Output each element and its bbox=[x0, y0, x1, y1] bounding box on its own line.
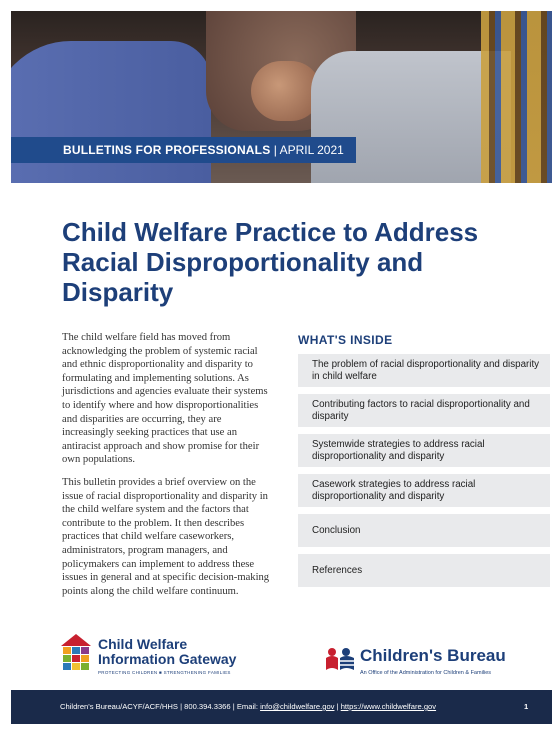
inside-item[interactable]: References bbox=[298, 554, 550, 587]
page-number: 1 bbox=[524, 702, 529, 711]
banner-sep: | bbox=[273, 143, 280, 157]
cwig-tagline: PROTECTING CHILDREN ■ STRENGTHENING FAMILIES bbox=[98, 670, 231, 675]
inside-item[interactable]: Systemwide strategies to address racial disproportionality and disparity bbox=[298, 434, 550, 467]
footer-email-link[interactable]: info@childwelfare.gov bbox=[260, 702, 335, 711]
footer-bar bbox=[11, 690, 552, 724]
bulletin-banner bbox=[11, 137, 356, 163]
footer-phone: 800.394.3366 bbox=[184, 702, 231, 711]
cb-name: Children's Bureau bbox=[360, 646, 506, 665]
cwig-name-line2: Information Gateway bbox=[98, 651, 237, 667]
photo-plaid bbox=[481, 11, 552, 183]
footer-url-link[interactable]: https://www.childwelfare.gov bbox=[340, 702, 437, 711]
flag-children-icon bbox=[324, 646, 356, 672]
inside-item[interactable]: The problem of racial disproportionality and disparity in child welfare bbox=[298, 354, 550, 387]
cwig-logo[interactable] bbox=[60, 633, 260, 683]
inside-item[interactable]: Conclusion bbox=[298, 514, 550, 547]
inside-item[interactable]: Casework strategies to address racial disproportionality and disparity bbox=[298, 474, 550, 507]
whats-inside-heading: WHAT'S INSIDE bbox=[298, 333, 393, 347]
banner-series: BULLETINS FOR PROFESSIONALS bbox=[63, 143, 271, 157]
banner-date: APRIL 2021 bbox=[279, 143, 344, 157]
cb-subtitle: An Office of the Administration for Children & Families bbox=[360, 670, 492, 676]
footer-sep: | bbox=[336, 702, 341, 711]
footer-email-label: Email: bbox=[236, 702, 258, 711]
page-title: Child Welfare Practice to Address Racial Disproportionality and Disparity bbox=[62, 217, 479, 307]
footer-org: Children's Bureau/ACYF/ACF/HHS bbox=[60, 702, 178, 711]
footer-sep: | bbox=[232, 702, 237, 711]
footer-sep: | bbox=[180, 702, 185, 711]
page bbox=[11, 11, 552, 724]
inside-item[interactable]: Contributing factors to racial disproportionality and disparity bbox=[298, 394, 550, 427]
whats-inside bbox=[298, 333, 550, 594]
intro-text bbox=[62, 331, 274, 607]
cwig-name bbox=[98, 637, 236, 667]
intro-paragraph-1: The child welfare field has moved from acknowledging the problem of systemic racial and ethnic disproportionality and disparity to formulating and implementing solutions. As jurisdictions and agencies evaluate their systems to identify where and how disproportionalities and disparities are occurring, they are increasingly seeking practices that use an antiracist approach and show promise for their own populations. bbox=[62, 332, 268, 466]
hero-photo bbox=[11, 11, 552, 183]
childrens-bureau-logo[interactable] bbox=[324, 646, 524, 686]
house-icon bbox=[60, 633, 92, 671]
footer-info bbox=[60, 690, 436, 724]
intro-paragraph-2: This bulletin provides a brief overview on the issue of racial disproportionality and disparity in the child welfare system and the factors that contribute to the problem. It then describes practices that child welfare caseworkers, administrators, program managers, and policymakers can implement to address these issues in general and at specific decision-making points along the child welfare continuum. bbox=[62, 476, 270, 597]
cwig-name-line1: Child Welfare bbox=[98, 636, 188, 652]
